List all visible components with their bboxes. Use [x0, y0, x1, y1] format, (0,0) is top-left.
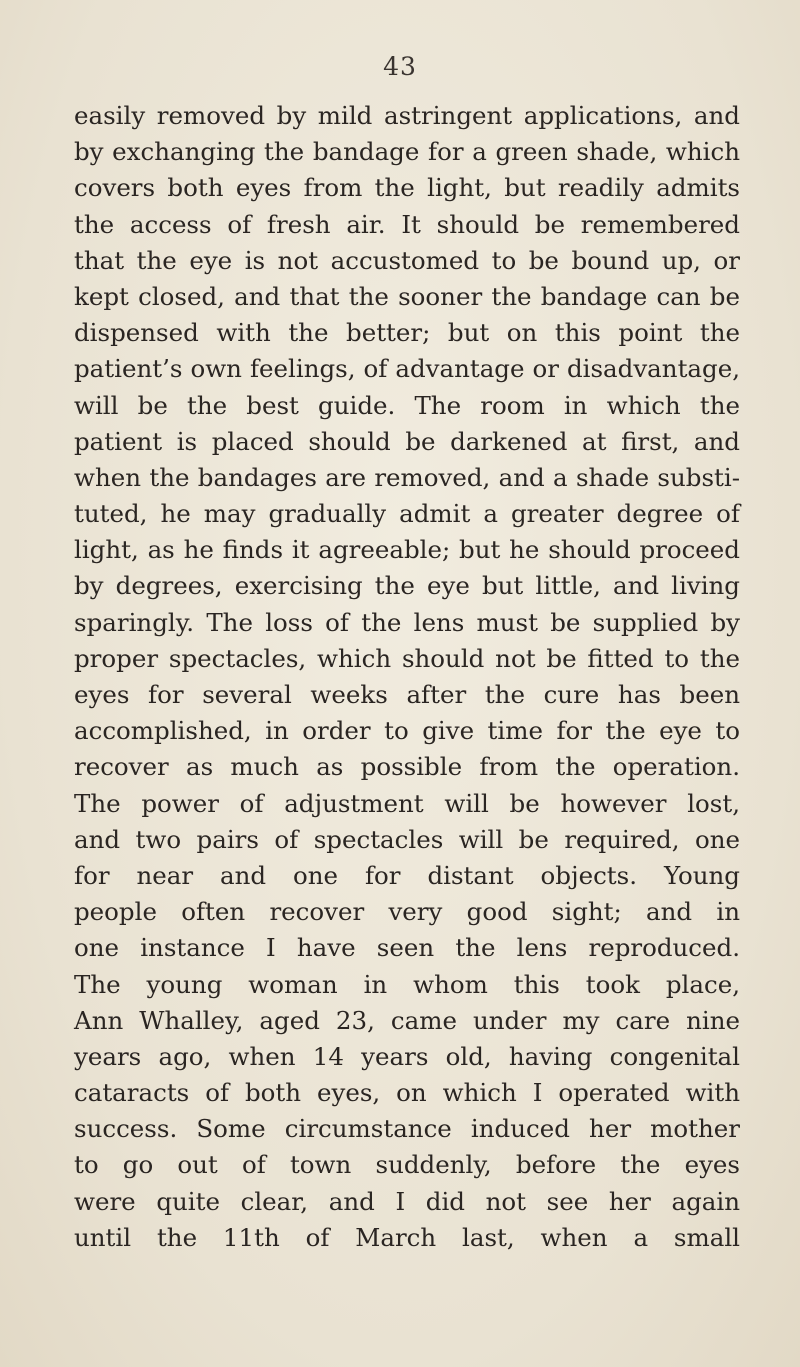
text-line: years ago, when 14 years old, having congenital: [74, 1041, 740, 1071]
text-line: the access of fresh air. It should be remembered: [74, 209, 740, 239]
text-line: patient is placed should be darkened at first, and: [74, 426, 740, 456]
text-line: were quite clear, and I did not see her again: [74, 1186, 740, 1216]
text-line: The power of adjustment will be however lost,: [74, 788, 740, 818]
text-line: patient’s own feelings, of advantage or disadvantage,: [74, 354, 740, 384]
text-line: success. Some circumstance induced her mother: [74, 1114, 740, 1144]
text-line: easily removed by mild astringent applications, and: [74, 101, 740, 130]
text-line: cataracts of both eyes, on which I operated with: [74, 1078, 740, 1108]
text-line: for near and one for distant objects. Young: [74, 860, 740, 890]
text-line: kept closed, and that the sooner the bandage can be: [74, 281, 740, 311]
text-line: to go out of town suddenly, before the eyes: [74, 1150, 740, 1180]
text-line: light, as he finds it agreeable; but he should proceed: [74, 535, 740, 565]
text-line: until the 11th of March last, when a small: [74, 1222, 740, 1252]
text-line: tuted, he may gradually admit a greater degree of: [74, 499, 740, 529]
text-line: proper spectacles, which should not be fitted to the: [74, 643, 740, 673]
body-text: [74, 98, 740, 1256]
text-line: people often recover very good sight; and in: [74, 897, 740, 927]
text-line: sparingly. The loss of the lens must be supplied by: [74, 607, 740, 637]
text-line: recover as much as possible from the operation.: [74, 752, 740, 782]
text-line: when the bandages are removed, and a shade substi-: [74, 462, 740, 492]
text-line: covers both eyes from the light, but readily admits: [74, 173, 740, 203]
text-line: that the eye is not accustomed to be bound up, or: [74, 245, 740, 275]
text-line: eyes for several weeks after the cure has been: [74, 680, 740, 709]
text-line: The young woman in whom this took place,: [74, 969, 740, 999]
text-line: Ann Whalley, aged 23, came under my care nine: [74, 1005, 740, 1035]
text-line: dispensed with the better; but on this point the: [74, 318, 740, 348]
text-line: and two pairs of spectacles will be required, one: [74, 824, 740, 854]
text-line: accomplished, in order to give time for the eye to: [74, 716, 740, 746]
text-line: by degrees, exercising the eye but little, and living: [74, 571, 740, 601]
text-line: one instance I have seen the lens reproduced.: [74, 933, 740, 963]
text-line: by exchanging the bandage for a green shade, which: [74, 137, 740, 167]
page-number: 43: [383, 52, 417, 81]
text-line: will be the best guide. The room in which the: [74, 390, 740, 420]
